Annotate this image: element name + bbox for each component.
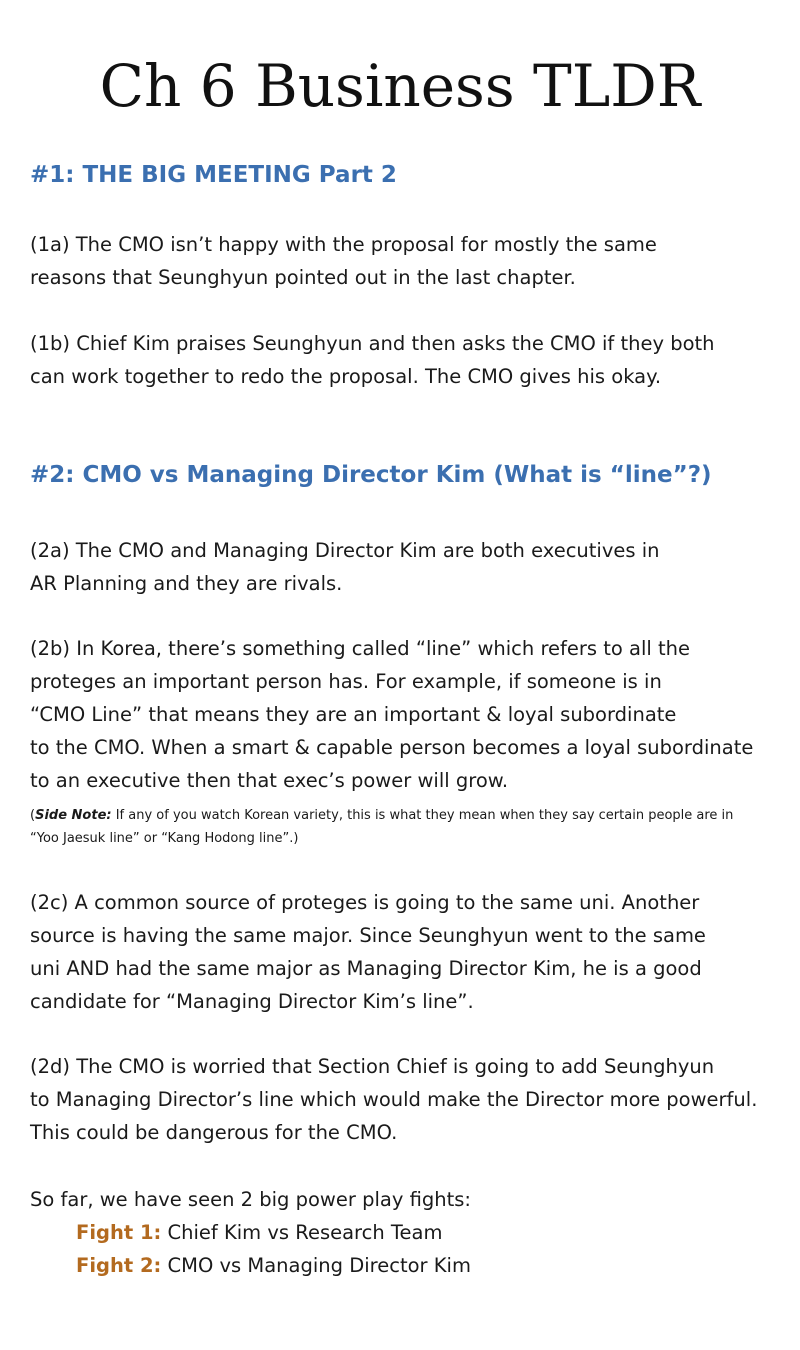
- paragraph-line: reasons that Seunghyun pointed out in the last chapter.: [30, 266, 576, 289]
- section2-heading: #2: CMO vs Managing Director Kim (What is “line”?): [30, 462, 712, 488]
- summary: [30, 1183, 795, 1282]
- paragraph-line: to an executive then that exec’s power will grow.: [30, 769, 509, 792]
- paragraph-line: (2a) The CMO and Managing Director Kim are both executives in: [30, 539, 660, 562]
- fight-item: [30, 1249, 795, 1282]
- paragraph-line: AR Planning and they are rivals.: [30, 572, 343, 595]
- paragraph-line: “CMO Line” that means they are an important & loyal subordinate: [30, 703, 677, 726]
- paragraph-line: (2c) A common source of proteges is going to the same uni. Another: [30, 891, 700, 914]
- fight-label: Fight 2:: [76, 1254, 162, 1277]
- fight-text: Chief Kim vs Research Team: [161, 1221, 443, 1244]
- side-note-text: If any of you watch Korean variety, this is what they mean when they say certain people are in: [111, 808, 734, 823]
- side-note: [30, 804, 795, 850]
- paragraph-line: (1b) Chief Kim praises Seunghyun and then asks the CMO if they both: [30, 332, 715, 355]
- paragraph-line: proteges an important person has. For example, if someone is in: [30, 670, 662, 693]
- paragraph-2d: [30, 1050, 795, 1149]
- paragraph-line: (2d) The CMO is worried that Section Chief is going to add Seunghyun: [30, 1055, 715, 1078]
- paragraph-line: uni AND had the same major as Managing Director Kim, he is a good: [30, 957, 702, 980]
- fight-item: [30, 1216, 795, 1249]
- paragraph-2c: [30, 886, 795, 1018]
- fight-label: Fight 1:: [76, 1221, 162, 1244]
- side-note-line-2: “Yoo Jaesuk line” or “Kang Hodong line”.): [30, 831, 299, 846]
- paragraph-2a: [30, 534, 795, 600]
- paragraph-line: (1a) The CMO isn’t happy with the proposal for mostly the same: [30, 233, 657, 256]
- paragraph-line: to the CMO. When a smart & capable person becomes a loyal subordinate: [30, 736, 754, 759]
- side-note-open-paren: (: [30, 808, 36, 823]
- side-note-line-1: [30, 804, 795, 827]
- summary-intro: So far, we have seen 2 big power play fights:: [30, 1188, 471, 1211]
- page-title: Ch 6 Business TLDR: [99, 52, 701, 120]
- paragraph-2b: [30, 632, 795, 797]
- section1-heading: #1: THE BIG MEETING Part 2: [30, 162, 397, 188]
- paragraph-line: candidate for “Managing Director Kim’s line”.: [30, 990, 474, 1013]
- paragraph-line: can work together to redo the proposal. The CMO gives his okay.: [30, 365, 662, 388]
- paragraph-1a: [30, 228, 795, 294]
- paragraph-line: (2b) In Korea, there’s something called “line” which refers to all the: [30, 637, 691, 660]
- paragraph-1b: [30, 327, 795, 393]
- paragraph-line: This could be dangerous for the CMO.: [30, 1121, 398, 1144]
- side-note-label: Side Note:: [35, 808, 112, 823]
- paragraph-line: source is having the same major. Since Seunghyun went to the same: [30, 924, 706, 947]
- fight-text: CMO vs Managing Director Kim: [161, 1254, 471, 1277]
- paragraph-line: to Managing Director’s line which would make the Director more powerful.: [30, 1088, 758, 1111]
